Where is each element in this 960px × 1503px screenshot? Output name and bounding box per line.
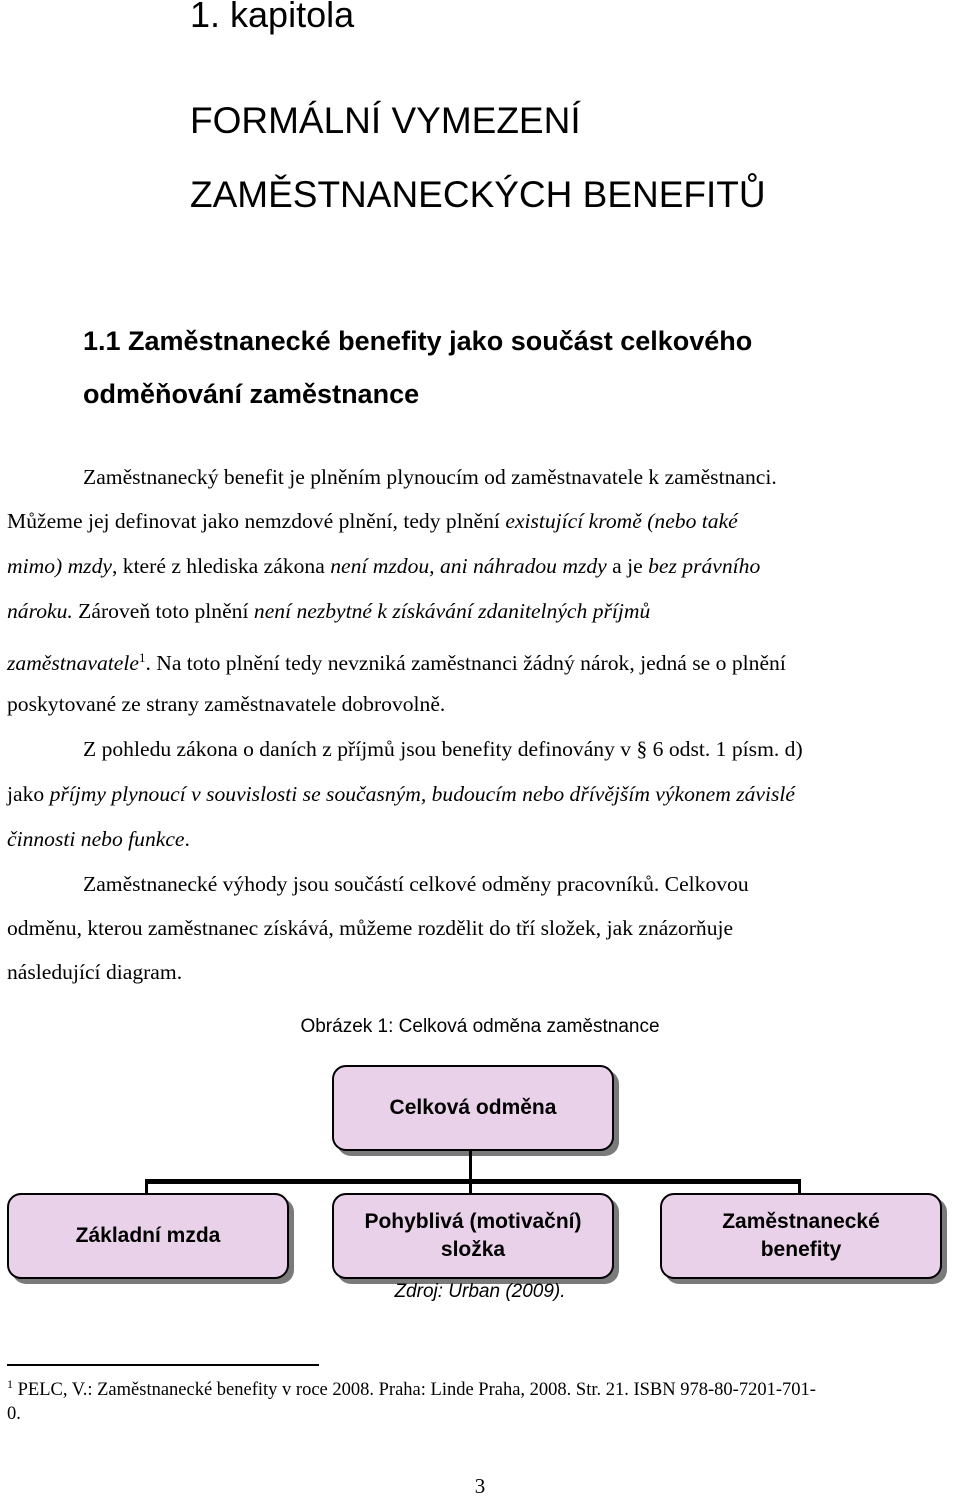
paragraph-2-line: jako příjmy plynoucí v souvislosti se současným, budoucím nebo dřívějším výkonem závislé (7, 782, 796, 806)
diagram-connector-vertical (469, 1151, 472, 1181)
diagram-child-box (660, 1193, 942, 1279)
footnote-continuation: 0. (7, 1404, 21, 1424)
page-number: 3 (474, 1474, 486, 1498)
diagram-child-label: složka (440, 1238, 506, 1261)
footnote-marker: 1 (7, 1377, 13, 1391)
paragraph-1-line: Zaměstnanecký benefit je plněním plynoucím od zaměstnavatele k zaměstnanci. (83, 465, 777, 489)
diagram-child-label: Zaměstnanecké (722, 1210, 880, 1233)
section-heading-line2: odměňování zaměstnance (83, 379, 420, 409)
diagram-connector-horizontal (145, 1179, 801, 1184)
diagram-child-box (332, 1193, 614, 1279)
footnote-text: PELC, V.: Zaměstnanecké benefity v roce 2008. Praha: Linde Praha, 2008. Str. 21. ISBN 978-80-7201-701- (13, 1380, 816, 1401)
diagram-child-label: Základní mzda (75, 1224, 221, 1247)
footnote-reference: 1 (138, 650, 146, 665)
chapter-label: 1. kapitola (190, 0, 355, 35)
footnote-divider (7, 1364, 319, 1366)
diagram-child-box (7, 1193, 289, 1279)
paragraph-1-line: poskytované ze strany zaměstnavatele dobrovolně. (7, 692, 446, 716)
paragraph-2-line: Z pohledu zákona o daních z příjmů jsou benefity definovány v § 6 odst. 1 písm. d) (83, 737, 803, 761)
footnote (7, 1377, 816, 1401)
paragraph-3-line: následující diagram. (7, 960, 183, 984)
paragraph-1-line: Můžeme jej definovat jako nemzdové plnění, tedy plnění existující kromě (nebo také (7, 509, 738, 533)
paragraph-3-line: Zaměstnanecké výhody jsou součástí celkové odměny pracovníků. Celkovou (83, 872, 749, 896)
figure-source: Zdroj: Urban (2009). (394, 1281, 566, 1302)
chapter-title-line1: FORMÁLNÍ VYMEZENÍ (190, 100, 581, 141)
diagram-root-label: Celková odměna (389, 1096, 557, 1119)
chapter-title-line2: ZAMĚSTNANECKÝCH BENEFITŮ (190, 174, 766, 215)
section-heading-line1: 1.1 Zaměstnanecké benefity jako součást celkového (83, 326, 753, 356)
diagram-child-label: benefity (760, 1238, 842, 1261)
paragraph-1-line: mimo) mzdy, které z hlediska zákona není mzdou, ani náhradou mzdy a je bez právního (7, 554, 761, 578)
figure-caption: Obrázek 1: Celková odměna zaměstnance (300, 1016, 660, 1037)
paragraph-2-line: činnosti nebo funkce. (7, 827, 190, 851)
diagram-child-label: Pohyblivá (motivační) (364, 1210, 582, 1233)
diagram-root-box (332, 1065, 614, 1151)
paragraph-3-line: odměnu, kterou zaměstnanec získává, můžeme rozdělit do tří složek, jak znázorňuje (7, 916, 734, 940)
paragraph-1-line: zaměstnavatele$^1$. Na toto plnění tedy nevzniká zaměstnanci žádný nárok, jedná se o plnění (7, 650, 786, 676)
paragraph-1-line: nároku. Zároveň toto plnění není nezbytné k získávání zdanitelných příjmů (7, 599, 651, 623)
